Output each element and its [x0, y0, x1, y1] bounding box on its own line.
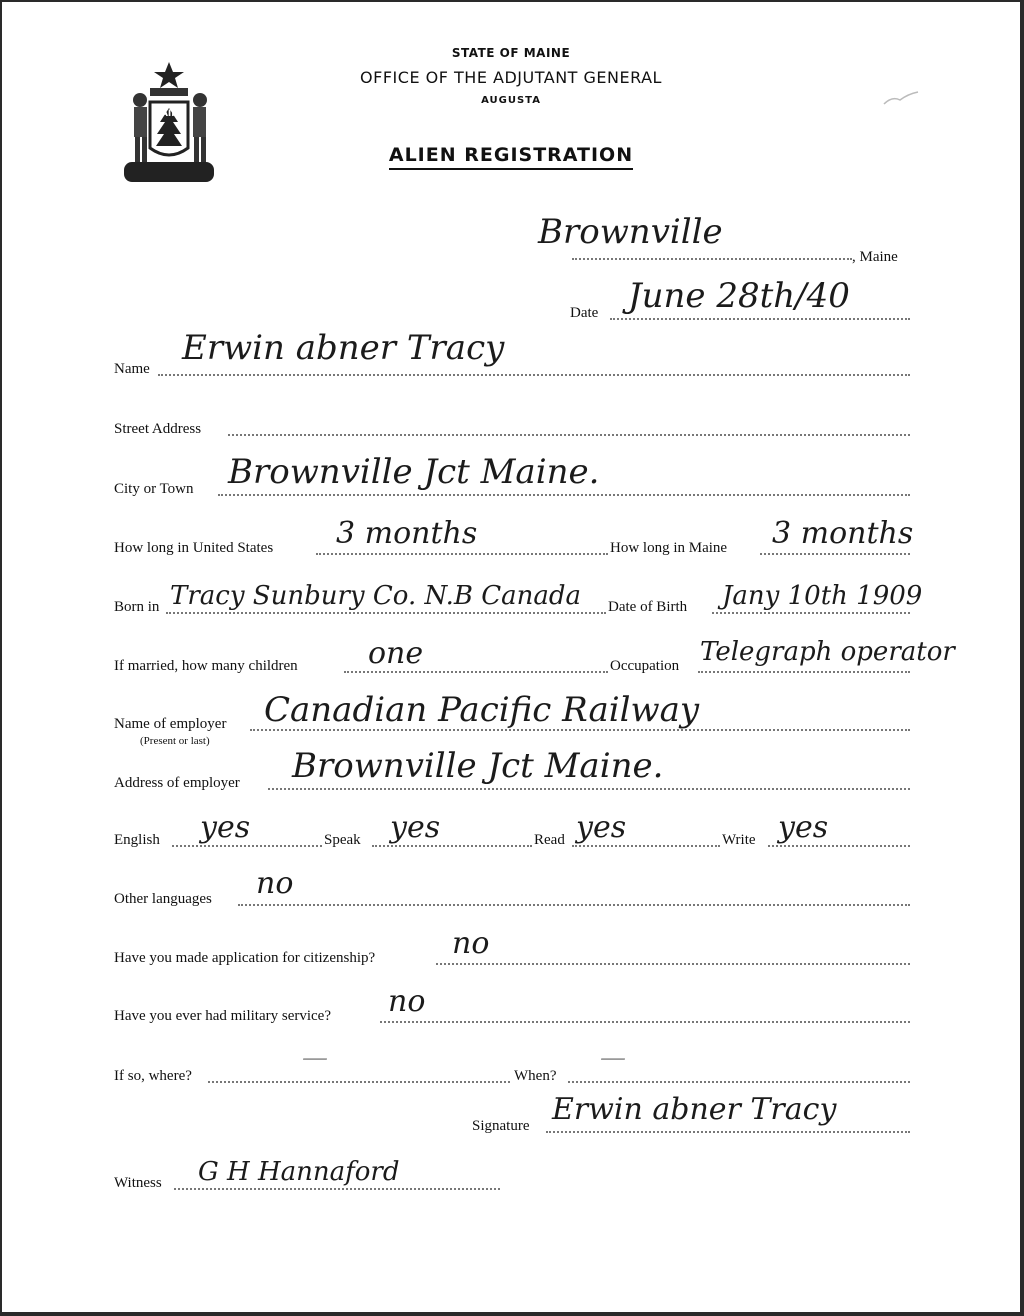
header-state: STATE OF MAINE: [451, 46, 571, 60]
seal-scroll-text: MAINE: [152, 109, 185, 119]
date-entry: June 28th/40: [628, 276, 850, 316]
dob-entry: Jany 10th 1909: [722, 581, 923, 611]
write-label: Write: [722, 832, 756, 848]
date-label: Date: [570, 305, 599, 321]
born-label: Born in: [114, 599, 160, 615]
children-entry: one: [368, 636, 424, 671]
name-entry: Erwin abner Tracy: [182, 328, 505, 368]
citizenship-entry: no: [452, 926, 490, 961]
us-duration-label: How long in United States: [114, 540, 274, 556]
employer-note: (Present or last): [140, 735, 210, 747]
other-languages-entry: no: [256, 866, 294, 901]
town-dotted-line: [572, 258, 852, 260]
maine-duration-entry: 3 months: [772, 516, 914, 551]
when-label: When?: [514, 1068, 557, 1084]
city-label: City or Town: [114, 481, 194, 497]
english-label: English: [114, 832, 160, 848]
city-dotted-line: [218, 494, 910, 496]
citizenship-dotted-line: [436, 963, 910, 965]
english-entry: yes: [200, 810, 251, 845]
employer-label: Name of employer: [114, 716, 227, 732]
speak-entry: yes: [390, 810, 441, 845]
children-label: If married, how many children: [114, 658, 298, 674]
speak-label: Speak: [324, 832, 361, 848]
street-label: Street Address: [114, 421, 202, 437]
name-dotted-line: [158, 374, 910, 376]
city-entry: Brownville Jct Maine.: [228, 452, 600, 492]
name-label: Name: [114, 361, 150, 377]
where-dotted-line: [208, 1081, 510, 1083]
military-dotted-line: [380, 1021, 910, 1023]
employer-entry: Canadian Pacific Railway: [264, 690, 700, 730]
signature-label: Signature: [472, 1118, 530, 1134]
employer-address-entry: Brownville Jct Maine.: [292, 746, 664, 786]
town-entry: Brownville: [538, 212, 723, 252]
street-dotted-line: [228, 434, 910, 436]
signature-dotted-line: [546, 1131, 910, 1133]
maine-duration-label: How long in Maine: [610, 540, 728, 556]
occupation-label: Occupation: [610, 658, 680, 674]
citizenship-label: Have you made application for citizenship?: [114, 950, 376, 966]
military-label: Have you ever had military service?: [114, 1008, 331, 1024]
maine-label: , Maine: [852, 249, 898, 265]
alien-registration-form: [2, 2, 1020, 1312]
us-duration-entry: 3 months: [336, 516, 478, 551]
signature-entry: Erwin abner Tracy: [552, 1092, 837, 1127]
other-languages-dotted-line: [238, 904, 910, 906]
occupation-entry: Telegraph operator: [700, 637, 955, 667]
military-entry: no: [388, 984, 426, 1019]
employer-address-dotted-line: [268, 788, 910, 790]
date-dotted-line: [610, 318, 910, 320]
write-entry: yes: [778, 810, 829, 845]
read-entry: yes: [576, 810, 627, 845]
read-label: Read: [534, 832, 565, 848]
where-label: If so, where?: [114, 1068, 192, 1084]
witness-entry: G H Hannaford: [198, 1157, 400, 1187]
employer-address-label: Address of employer: [114, 775, 240, 791]
other-languages-label: Other languages: [114, 891, 212, 907]
witness-label: Witness: [114, 1175, 162, 1191]
when-dotted-line: [568, 1081, 910, 1083]
where-entry: —: [302, 1043, 328, 1073]
form-title: ALIEN REGISTRATION: [2, 144, 1020, 166]
when-entry: —: [600, 1043, 626, 1073]
header-city: AUGUSTA: [481, 95, 541, 106]
dob-label: Date of Birth: [608, 599, 688, 615]
born-entry: Tracy Sunbury Co. N.B Canada: [170, 581, 581, 611]
header-office: OFFICE OF THE ADJUTANT GENERAL: [360, 68, 662, 87]
pencil-check-mark-icon: [882, 90, 920, 110]
